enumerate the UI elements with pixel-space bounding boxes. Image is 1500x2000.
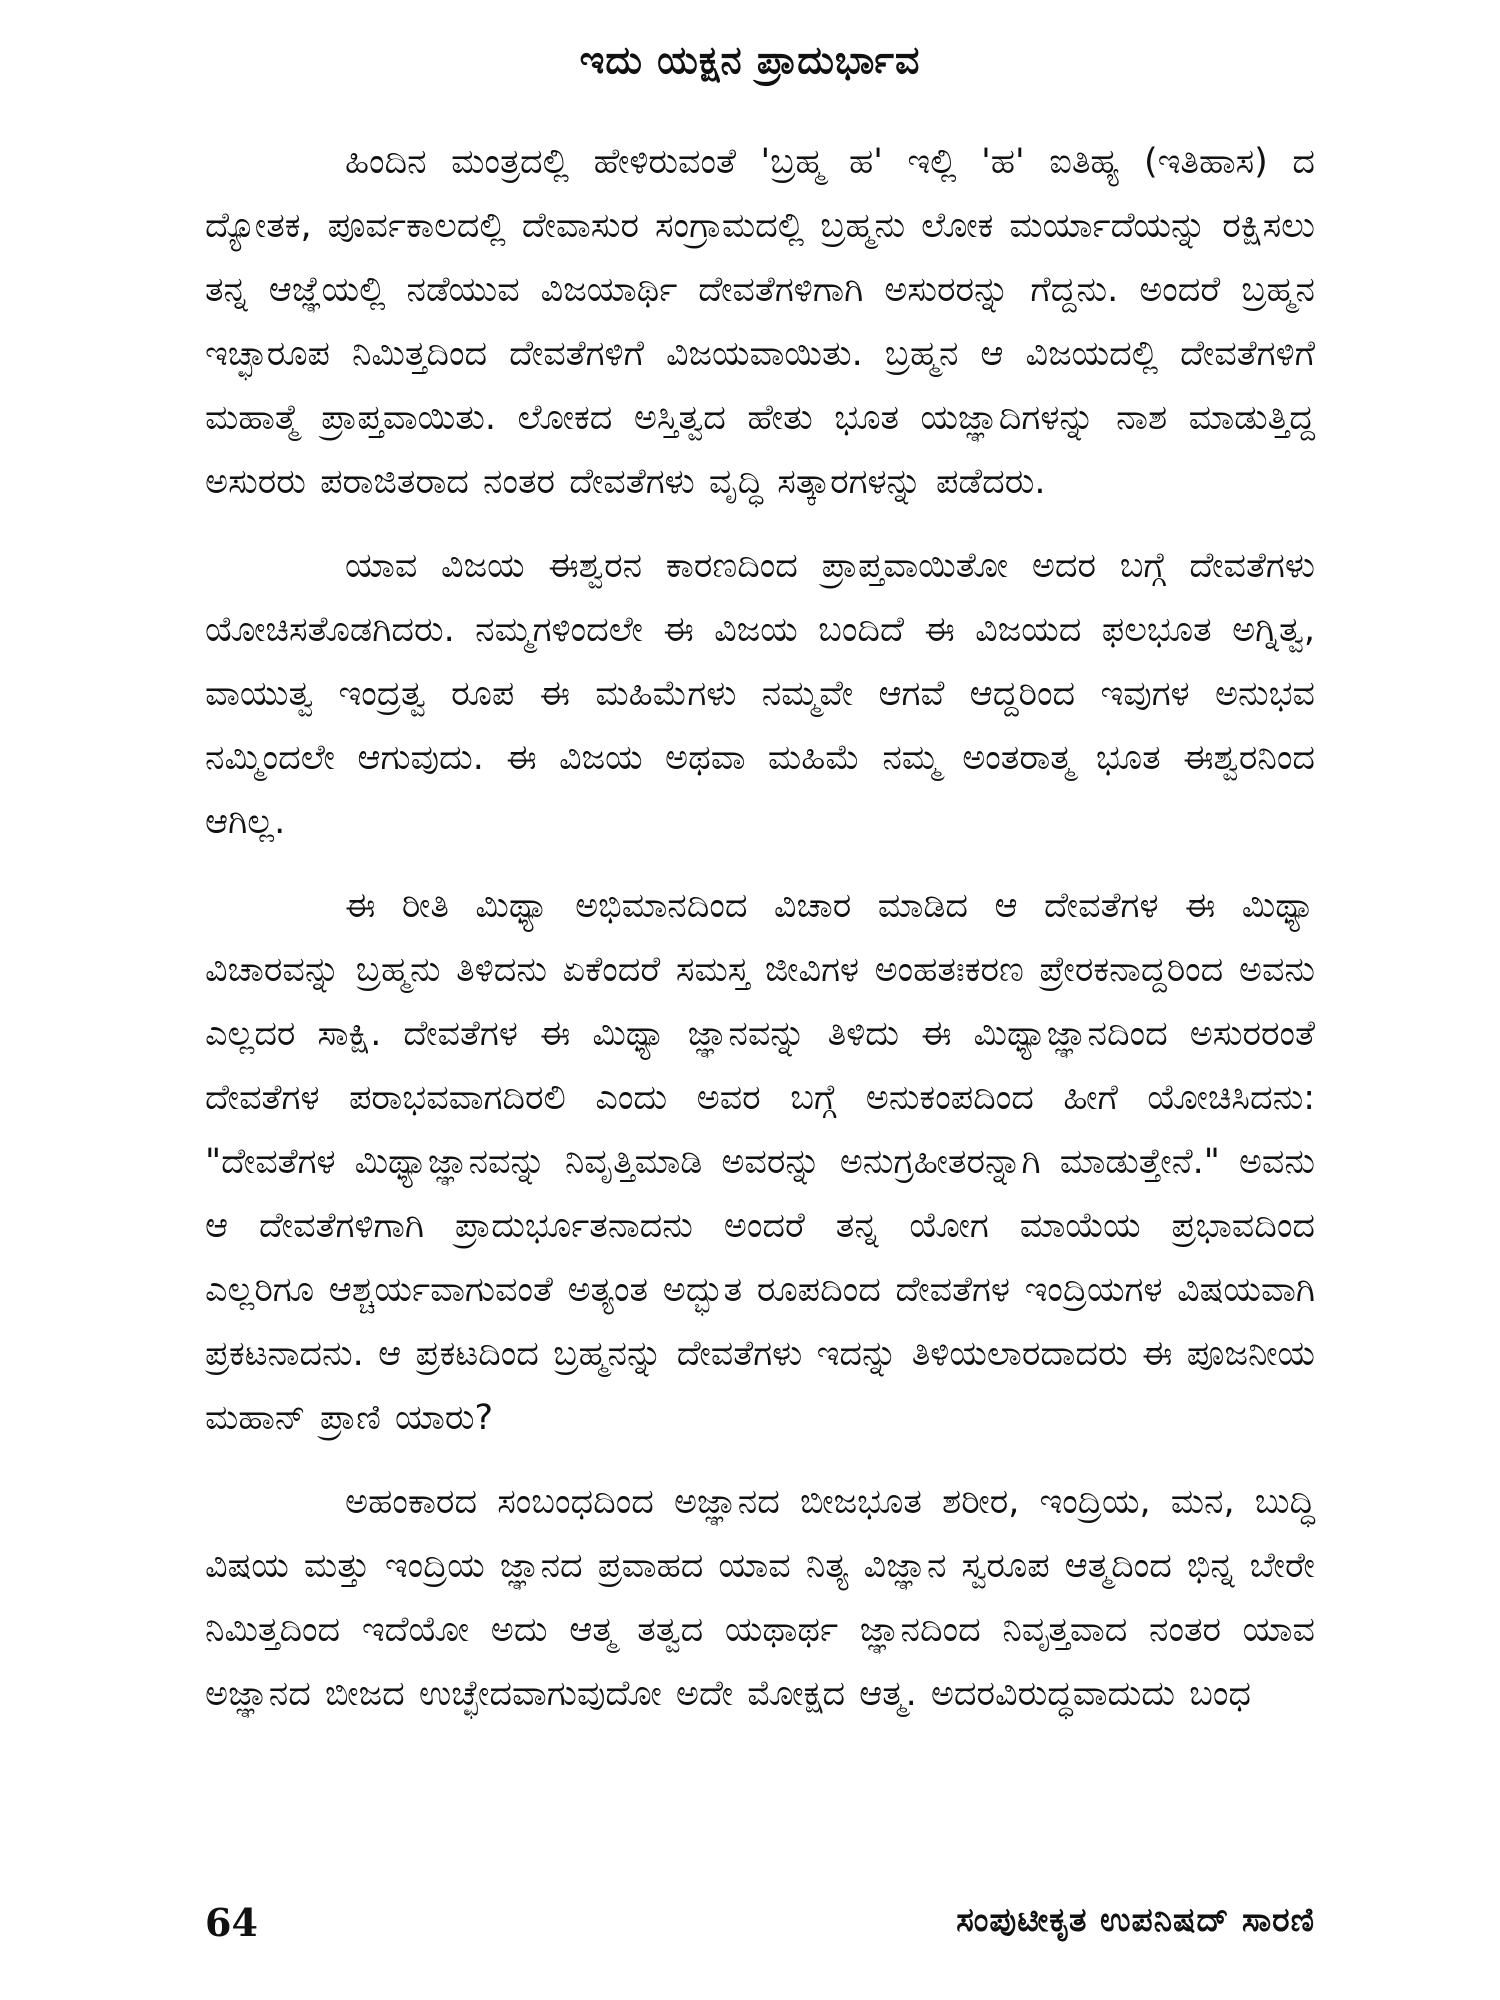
page-heading: ಇದು ಯಕ್ಷನ ಪ್ರಾದುರ್ಭಾವ [579,38,921,82]
paragraph-4: ಅಹಂಕಾರದ ಸಂಬಂಧದಿಂದ ಅಜ್ಞಾನದ ಬೀಜಭೂತ ಶರೀರ, ಇಂದ್ರಿಯ, ಮನ, ಬುದ್ಧಿ ವಿಷಯ ಮತ್ತು ಇಂದ್ರಿಯ ಜ್ಞಾನದ ಪ್ರವಾಹದ ಯಾವ ನಿತ್ಯ ವಿಜ್ಞಾನ ಸ್ವರೂಪ ಆತ್ಮದಿಂದ ಭಿನ್ನ ಬೇರೇ ನಿಮಿತ್ತದಿಂದ ಇದೆಯೋ ಅದು ಆತ್ಮ ತತ್ವದ ಯಥಾರ್ಥ ಜ್ಞಾನದಿಂದ ನಿವೃತ್ತವಾದ ನಂತರ ಯಾವ ಅಜ್ಞಾನದ ಬೀಜದ ಉಚ್ಛೇದವಾಗುವುದೋ ಅದೇ ಮೋಕ್ಷದ ಆತ್ಮ. ಅದರವಿರುದ್ಧವಾದುದು ಬಂಧ [205,1482,1315,1714]
body-text [205,130,1315,1746]
book-title: ಸಂಪುಟೀಕೃತ ಉಪನಿಷದ್ ಸಾರಣಿ [956,1900,1315,1939]
page-footer [205,1900,1315,1950]
page-number: 64 [205,1900,258,1945]
paragraph-1: ಹಿಂದಿನ ಮಂತ್ರದಲ್ಲಿ ಹೇಳಿರುವಂತೆ 'ಬ್ರಹ್ಮ ಹ' ಇಲ್ಲಿ 'ಹ' ಐತಿಹ್ಯ (ಇತಿಹಾಸ) ದ ದ್ಯೋತಕ, ಪೂರ್ವಕಾಲದಲ್ಲಿ ದೇವಾಸುರ ಸಂಗ್ರಾಮದಲ್ಲಿ ಬ್ರಹ್ಮನು ಲೋಕ ಮರ್ಯಾದೆಯನ್ನು ರಕ್ಷಿಸಲು ತನ್ನ ಆಜ್ಞೆಯಲ್ಲಿ ನಡೆಯುವ ವಿಜಯಾರ್ಥಿ ದೇವತೆಗಳಿಗಾಗಿ ಅಸುರರನ್ನು ಗೆದ್ದನು. ಅಂದರೆ ಬ್ರಹ್ಮನ ಇಚ್ಛಾರೂಪ ನಿಮಿತ್ತದಿಂದ ದೇವತೆಗಳಿಗೆ ವಿಜಯವಾಯಿತು. ಬ್ರಹ್ಮನ ಆ ವಿಜಯದಲ್ಲಿ ದೇವತೆಗಳಿಗೆ ಮಹಾತ್ಮೆ ಪ್ರಾಪ್ತವಾಯಿತು. ಲೋಕದ ಅಸ್ತಿತ್ವದ ಹೇತು ಭೂತ ಯಜ್ಞಾದಿಗಳನ್ನು ನಾಶ ಮಾಡುತ್ತಿದ್ದ ಅಸುರರು ಪರಾಜಿತರಾದ ನಂತರ ದೇವತೆಗಳು ವೃದ್ಧಿ ಸತ್ಕಾರಗಳನ್ನು ಪಡೆದರು. [205,142,1315,502]
paragraph-3: ಈ ರೀತಿ ಮಿಥ್ಯಾ ಅಭಿಮಾನದಿಂದ ವಿಚಾರ ಮಾಡಿದ ಆ ದೇವತೆಗಳ ಈ ಮಿಥ್ಯಾ ವಿಚಾರವನ್ನು ಬ್ರಹ್ಮನು ತಿಳಿದನು ಏಕೆಂದರೆ ಸಮಸ್ತ ಜೀವಿಗಳ ಅಂಹತಃಕರಣ ಪ್ರೇರಕನಾದ್ದರಿಂದ ಅವನು ಎಲ್ಲದರ ಸಾಕ್ಷಿ. ದೇವತೆಗಳ ಈ ಮಿಥ್ಯಾ ಜ್ಞಾನವನ್ನು ತಿಳಿದು ಈ ಮಿಥ್ಯಾಜ್ಞಾನದಿಂದ ಅಸುರರಂತೆ ದೇವತೆಗಳ ಪರಾಭವವಾಗದಿರಲಿ ಎಂದು ಅವರ ಬಗ್ಗೆ ಅನುಕಂಪದಿಂದ ಹೀಗೆ ಯೋಚಿಸಿದನು: "ದೇವತೆಗಳ ಮಿಥ್ಯಾಜ್ಞಾನವನ್ನು ನಿವೃತ್ತಿಮಾಡಿ ಅವರನ್ನು ಅನುಗ್ರಹೀತರನ್ನಾಗಿ ಮಾಡುತ್ತೇನೆ." ಅವನು ಆ ದೇವತೆಗಳಿಗಾಗಿ ಪ್ರಾದುರ್ಭೂತನಾದನು ಅಂದರೆ ತನ್ನ ಯೋಗ ಮಾಯೆಯ ಪ್ರಭಾವದಿಂದ ಎಲ್ಲರಿಗೂ ಆಶ್ಚರ್ಯವಾಗುವಂತೆ ಅತ್ಯಂತ ಅದ್ಭುತ ರೂಪದಿಂದ ದೇವತೆಗಳ ಇಂದ್ರಿಯಗಳ ವಿಷಯವಾಗಿ ಪ್ರಕಟನಾದನು. ಆ ಪ್ರಕಟದಿಂದ ಬ್ರಹ್ಮನನ್ನು ದೇವತೆಗಳು ಇದನ್ನು ತಿಳಿಯಲಾರದಾದರು ಈ ಪೂಜನೀಯ ಮಹಾನ್ ಪ್ರಾಣಿ ಯಾರು? [205,886,1315,1438]
paragraph-2: ಯಾವ ವಿಜಯ ಈಶ್ವರನ ಕಾರಣದಿಂದ ಪ್ರಾಪ್ತವಾಯಿತೋ ಅದರ ಬಗ್ಗೆ ದೇವತೆಗಳು ಯೋಚಿಸತೊಡಗಿದರು. ನಮ್ಮಗಳಿಂದಲೇ ಈ ವಿಜಯ ಬಂದಿದೆ ಈ ವಿಜಯದ ಫಲಭೂತ ಅಗ್ನಿತ್ವ, ವಾಯುತ್ವ ಇಂದ್ರತ್ವ ರೂಪ ಈ ಮಹಿಮೆಗಳು ನಮ್ಮವೇ ಆಗವೆ ಆದ್ದರಿಂದ ಇವುಗಳ ಅನುಭವ ನಮ್ಮಿಂದಲೇ ಆಗುವುದು. ಈ ವಿಜಯ ಅಥವಾ ಮಹಿಮೆ ನಮ್ಮ ಅಂತರಾತ್ಮ ಭೂತ ಈಶ್ವರನಿಂದ ಆಗಿಲ್ಲ. [205,546,1315,842]
